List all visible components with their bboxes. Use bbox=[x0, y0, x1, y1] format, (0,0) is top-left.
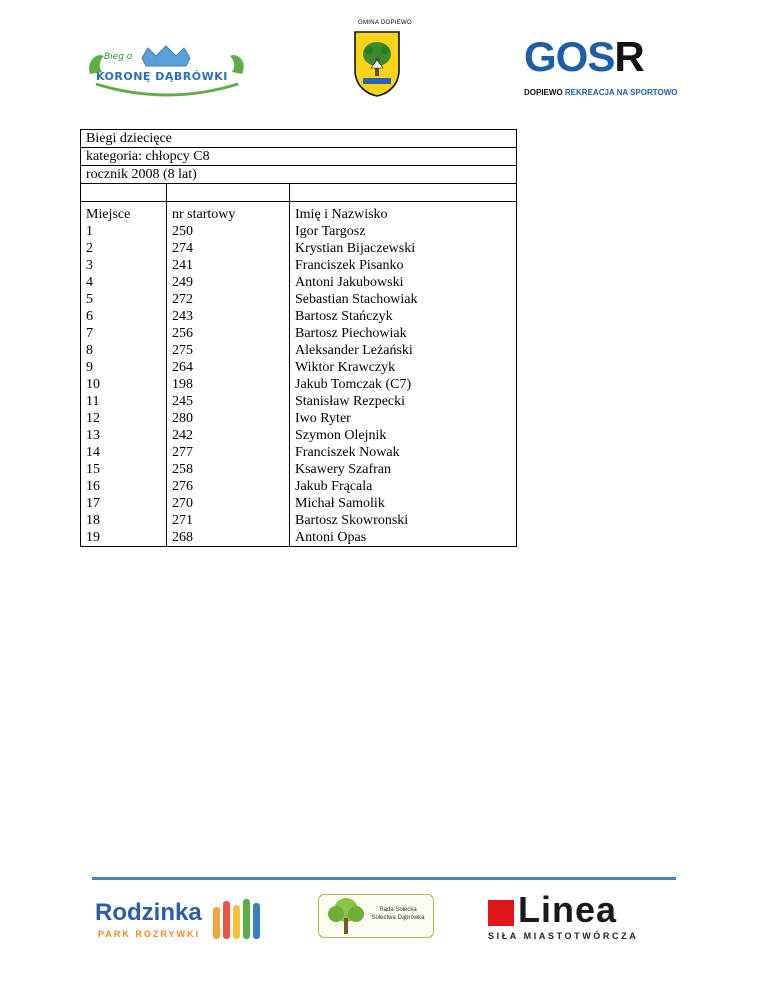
linea-logo bbox=[488, 889, 678, 942]
cell-name: Bartosz Skowronski bbox=[290, 512, 517, 529]
column-header-bib: nr startowy bbox=[167, 202, 290, 224]
cell-name: Antoni Jakubowski bbox=[290, 274, 517, 291]
table-row bbox=[81, 325, 517, 342]
cell-place: 4 bbox=[81, 274, 167, 291]
table-title: Biegi dziecięce bbox=[81, 130, 517, 148]
table-row bbox=[81, 240, 517, 257]
rada-solecka-logo bbox=[318, 894, 434, 938]
cell-bib: 264 bbox=[167, 359, 290, 376]
cell-bib: 258 bbox=[167, 461, 290, 478]
gosir-sub-b: REKREACJA NA SPORTOWO bbox=[564, 88, 678, 97]
column-header-row bbox=[81, 202, 517, 224]
cell-name: Wiktor Krawczyk bbox=[290, 359, 517, 376]
column-header-place: Miejsce bbox=[81, 202, 167, 224]
race-logo-line2: KORONĘ DĄBRÓWKI bbox=[96, 70, 228, 83]
rada-line1: Rada Sołecka bbox=[379, 907, 417, 913]
cell-name: Michał Samolik bbox=[290, 495, 517, 512]
cell-name: Szymon Olejnik bbox=[290, 427, 517, 444]
coat-of-arms-icon bbox=[353, 30, 401, 98]
table-category: kategoria: chłopcy C8 bbox=[81, 148, 517, 166]
table-row bbox=[81, 291, 517, 308]
table-year: rocznik 2008 (8 lat) bbox=[81, 166, 517, 184]
cell-place: 6 bbox=[81, 308, 167, 325]
cell-name: Sebastian Stachowiak bbox=[290, 291, 517, 308]
table-row bbox=[81, 512, 517, 529]
cell-place: 9 bbox=[81, 359, 167, 376]
gosir-word-b: R bbox=[614, 33, 644, 80]
cell-name: Stanisław Rezpecki bbox=[290, 393, 517, 410]
cell-bib: 275 bbox=[167, 342, 290, 359]
cell-name: Franciszek Nowak bbox=[290, 444, 517, 461]
table-row bbox=[81, 444, 517, 461]
table-row bbox=[81, 342, 517, 359]
cell-place: 13 bbox=[81, 427, 167, 444]
cell-bib: 250 bbox=[167, 223, 290, 240]
table-row bbox=[81, 308, 517, 325]
cell-place: 5 bbox=[81, 291, 167, 308]
table-row bbox=[81, 495, 517, 512]
cell-bib: 242 bbox=[167, 427, 290, 444]
cell-name: Jakub Tomczak (C7) bbox=[290, 376, 517, 393]
column-header-name: Imię i Nazwisko bbox=[290, 202, 517, 224]
results-table bbox=[80, 129, 517, 547]
cell-bib: 277 bbox=[167, 444, 290, 461]
cell-place: 14 bbox=[81, 444, 167, 461]
gosir-logo bbox=[524, 33, 684, 102]
cell-place: 19 bbox=[81, 529, 167, 547]
cell-bib: 249 bbox=[167, 274, 290, 291]
rodzinka-name: Rodzinka bbox=[95, 899, 202, 926]
cell-name: Bartosz Piechowiak bbox=[290, 325, 517, 342]
linea-name: Linea bbox=[518, 889, 618, 930]
cell-place: 10 bbox=[81, 376, 167, 393]
cell-name: Ksawery Szafran bbox=[290, 461, 517, 478]
cell-place: 8 bbox=[81, 342, 167, 359]
cell-bib: 272 bbox=[167, 291, 290, 308]
cell-name: Antoni Opas bbox=[290, 529, 517, 547]
cell-bib: 243 bbox=[167, 308, 290, 325]
table-row bbox=[81, 376, 517, 393]
table-row bbox=[81, 410, 517, 427]
cell-place: 18 bbox=[81, 512, 167, 529]
cell-place: 3 bbox=[81, 257, 167, 274]
footer-divider bbox=[92, 877, 676, 880]
cell-place: 2 bbox=[81, 240, 167, 257]
tree-icon bbox=[324, 896, 368, 936]
table-row bbox=[81, 223, 517, 240]
table-row bbox=[81, 393, 517, 410]
rodzinka-logo bbox=[95, 897, 275, 942]
race-logo bbox=[82, 44, 252, 104]
gosir-sub-a: DOPIEWO bbox=[524, 88, 563, 97]
cell-bib: 198 bbox=[167, 376, 290, 393]
cell-bib: 256 bbox=[167, 325, 290, 342]
cell-bib: 270 bbox=[167, 495, 290, 512]
cell-bib: 274 bbox=[167, 240, 290, 257]
cell-place: 16 bbox=[81, 478, 167, 495]
table-row bbox=[81, 529, 517, 547]
table-row bbox=[81, 427, 517, 444]
race-logo-line1: Bieg o bbox=[104, 52, 133, 62]
cell-place: 15 bbox=[81, 461, 167, 478]
cell-name: Bartosz Stańczyk bbox=[290, 308, 517, 325]
rada-line2: Sołectwa Dąbrówka bbox=[371, 915, 425, 921]
cell-bib: 271 bbox=[167, 512, 290, 529]
table-row bbox=[81, 478, 517, 495]
linea-square-icon bbox=[488, 900, 514, 926]
cell-bib: 276 bbox=[167, 478, 290, 495]
cell-name: Jakub Frącala bbox=[290, 478, 517, 495]
meerkats-icon bbox=[211, 897, 271, 941]
cell-name: Igor Targosz bbox=[290, 223, 517, 240]
cell-name: Iwo Ryter bbox=[290, 410, 517, 427]
table-row bbox=[81, 257, 517, 274]
cell-name: Aleksander Leżański bbox=[290, 342, 517, 359]
cell-bib: 280 bbox=[167, 410, 290, 427]
cell-name: Krystian Bijaczewski bbox=[290, 240, 517, 257]
cell-place: 7 bbox=[81, 325, 167, 342]
cell-place: 11 bbox=[81, 393, 167, 410]
linea-sub: SIŁA MIASTOTWÓRCZA bbox=[488, 931, 639, 941]
rodzinka-sub: PARK ROZRYWKI bbox=[98, 929, 200, 939]
cell-bib: 268 bbox=[167, 529, 290, 547]
table-row bbox=[81, 359, 517, 376]
table-row bbox=[81, 461, 517, 478]
gmina-title: GMINA DOPIEWO bbox=[358, 20, 412, 26]
cell-place: 12 bbox=[81, 410, 167, 427]
cell-place: 17 bbox=[81, 495, 167, 512]
cell-bib: 245 bbox=[167, 393, 290, 410]
cell-place: 1 bbox=[81, 223, 167, 240]
cell-name: Franciszek Pisanko bbox=[290, 257, 517, 274]
cell-bib: 241 bbox=[167, 257, 290, 274]
table-row bbox=[81, 274, 517, 291]
gosir-word-a: GOS bbox=[524, 33, 615, 80]
spacer-row bbox=[81, 184, 517, 202]
